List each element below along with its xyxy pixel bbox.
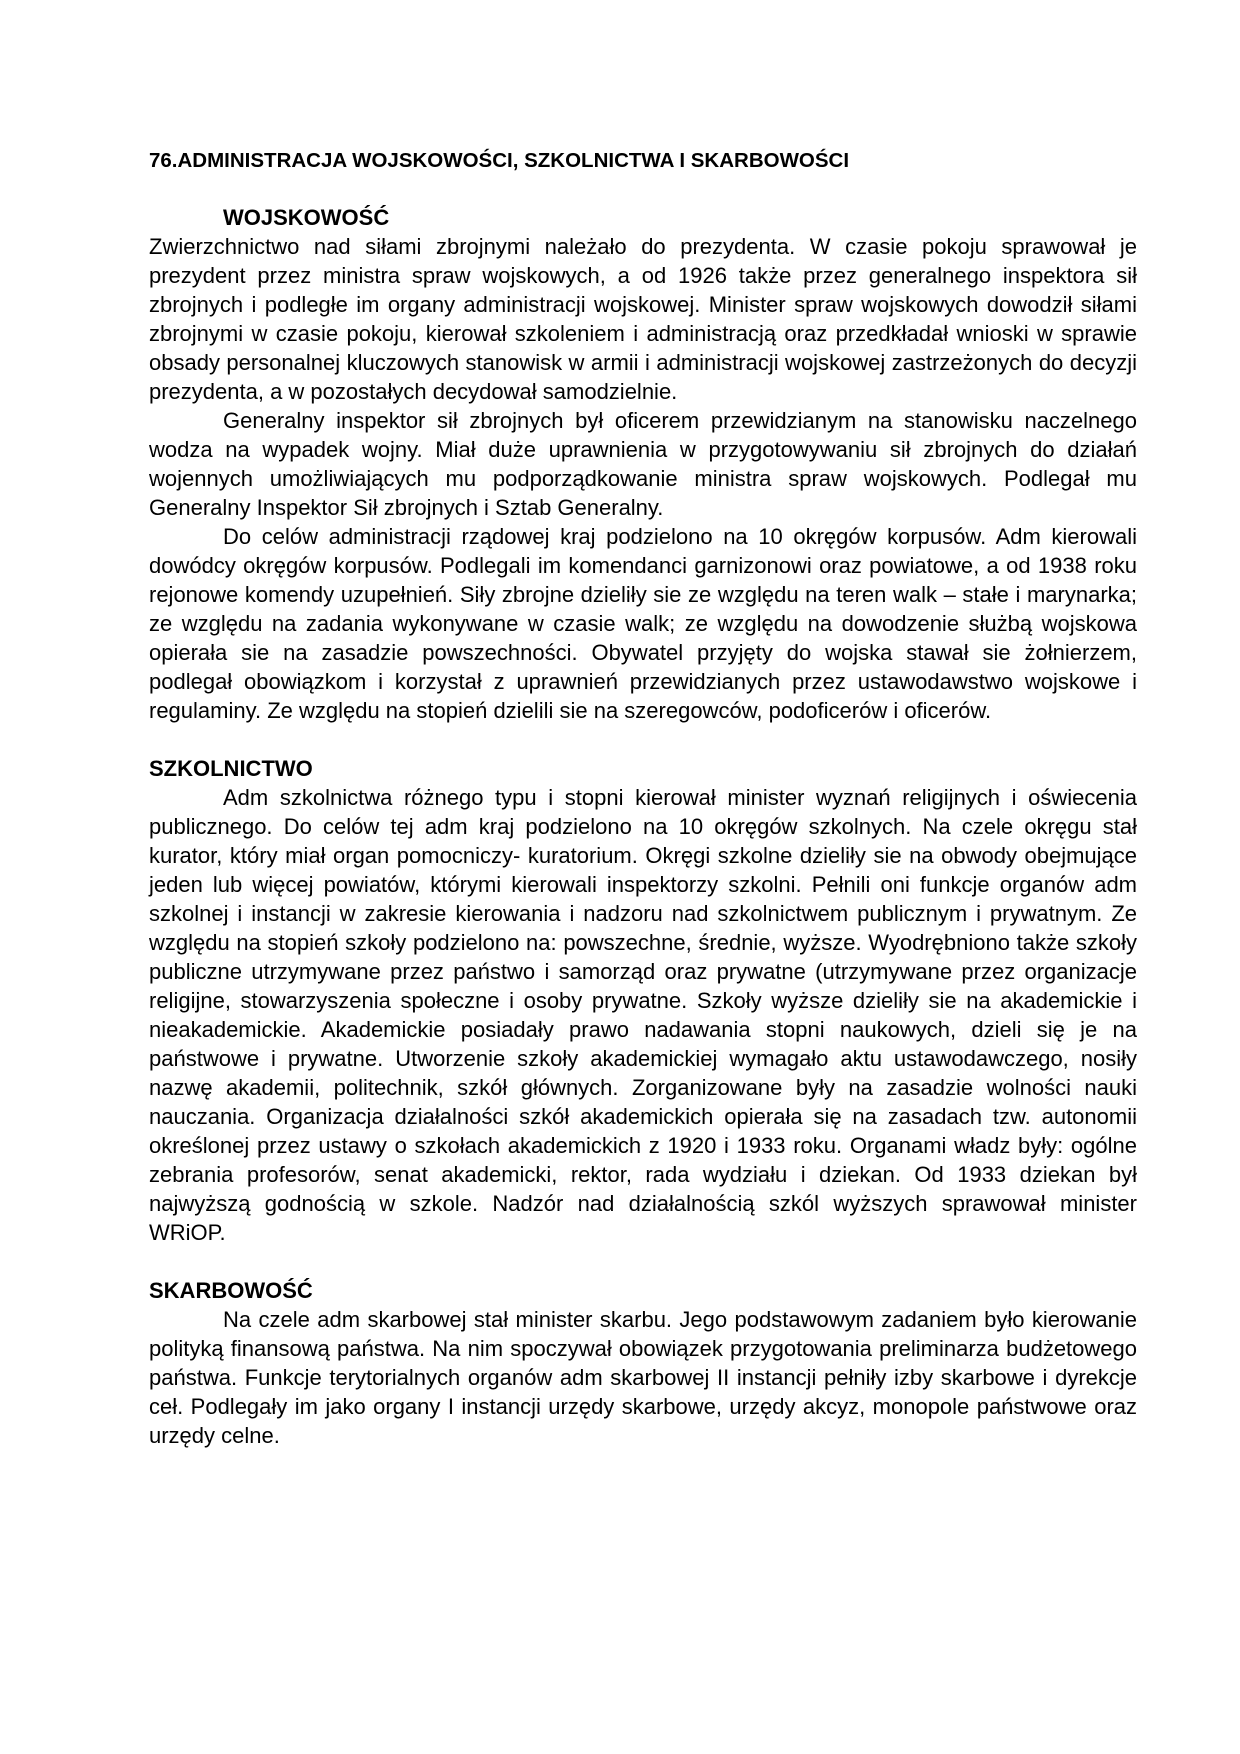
spacer <box>149 725 1137 754</box>
document-page <box>149 146 1137 1450</box>
paragraph-skarbowosc-1: Na czele adm skarbowej stał minister skarbu. Jego podstawowym zadaniem było kierowanie polityką finansową państwa. Na nim spoczywał obowiązek przygotowania preliminarza budżetowego państwa. Funkcje terytorialnych organów adm skarbowej II instancji pełniły izby skarbowe i dyrekcje ceł. Podlegały im jako organy I instancji urzędy skarbowe, urzędy akcyz, monopole państwowe oraz urzędy celne. <box>149 1307 1137 1448</box>
spacer <box>149 175 1137 203</box>
section-skarbowosc <box>149 1276 1137 1450</box>
section-heading-skarbowosc: SKARBOWOŚĆ <box>149 1278 313 1303</box>
paragraph-wojskowosc-1: Zwierzchnictwo nad siłami zbrojnymi należało do prezydenta. W czasie pokoju sprawował je prezydent przez ministra spraw wojskowych, a od 1926 także przez generalnego inspektora sił zbrojnych i podległe im organy administracji wojskowej. Minister spraw wojskowych dowodził siłami zbrojnymi w czasie pokoju, kierował szkoleniem i administracją oraz przedkładał wnioski w sprawie obsady personalnej kluczowych stanowisk w armii i administracji wojskowej zastrzeżonych do decyzji prezydenta, a w pozostałych decydował samodzielnie. <box>149 234 1137 404</box>
section-heading-szkolnictwo: SZKOLNICTWO <box>149 756 313 781</box>
section-wojskowosc <box>149 203 1137 725</box>
document-title: 76.ADMINISTRACJA WOJSKOWOŚCI, SZKOLNICTWA I SKARBOWOŚCI <box>149 149 850 172</box>
section-szkolnictwo <box>149 754 1137 1247</box>
section-heading-wojskowosc: WOJSKOWOŚĆ <box>223 205 390 230</box>
paragraph-wojskowosc-2: Generalny inspektor sił zbrojnych był oficerem przewidzianym na stanowisku naczelnego wodza na wypadek wojny. Miał duże uprawnienia w przygotowywaniu sił zbrojnych do działań wojennych umożliwiających mu podporządkowanie ministra spraw wojskowych. Podlegał mu Generalny Inspektor Sił zbrojnych i Sztab Generalny. <box>149 408 1137 520</box>
spacer <box>149 1247 1137 1276</box>
paragraph-wojskowosc-3: Do celów administracji rządowej kraj podzielono na 10 okręgów korpusów. Adm kierowali dowódcy okręgów korpusów. Podlegali im komendanci garnizonowi oraz powiatowe, a od 1938 roku rejonowe komendy uzupełnień. Siły zbrojne dzieliły sie ze względu na teren walk – stałe i marynarka; ze względu na zadania wykonywane w czasie walk; ze względu na dowodzenie służbą wojskowa opierała sie na zasadzie powszechności. Obywatel przyjęty do wojska stawał sie żołnierzem, podlegał obowiązkom i korzystał z uprawnień przewidzianych przez ustawodawstwo wojskowe i regulaminy. Ze względu na stopień dzielili sie na szeregowców, podoficerów i oficerów. <box>149 524 1137 723</box>
paragraph-szkolnictwo-1: Adm szkolnictwa różnego typu i stopni kierował minister wyznań religijnych i oświecenia publicznego. Do celów tej adm kraj podzielono na 10 okręgów szkolnych. Na czele okręgu stał kurator, który miał organ pomocniczy- kuratorium. Okręgi szkolne dzieliły sie na obwody obejmujące jeden lub więcej powiatów, którymi kierowali inspektorzy szkolni. Pełnili oni funkcje organów adm szkolnej i instancji w zakresie kierowania i nadzoru nad szkolnictwem publicznym i prywatnym. Ze względu na stopień szkoły podzielono na: powszechne, średnie, wyższe. Wyodrębniono także szkoły publiczne utrzymywane przez państwo i samorząd oraz prywatne (utrzymywane przez organizacje religijne, stowarzyszenia społeczne i osoby prywatne. Szkoły wyższe dzieliły sie na akademickie i nieakademickie. Akademickie posiadały prawo nadawania stopni naukowych, dzieli się je na państwowe i prywatne. Utworzenie szkoły akademickiej wymagało aktu ustawodawczego, nosiły nazwę akademii, politechnik, szkół głównych. Zorganizowane były na zasadzie wolności nauki nauczania. Organizacja działalności szkół akademickich opierała się na zasadach tzw. autonomii określonej przez ustawy o szkołach akademickich z 1920 i 1933 roku. Organami władz były: ogólne zebrania profesorów, senat akademicki, rektor, rada wydziału i dziekan. Od 1933 dziekan był najwyższą godnością w szkole. Nadzór nad działalnością szkól wyższych sprawował minister WRiOP. <box>149 785 1137 1245</box>
